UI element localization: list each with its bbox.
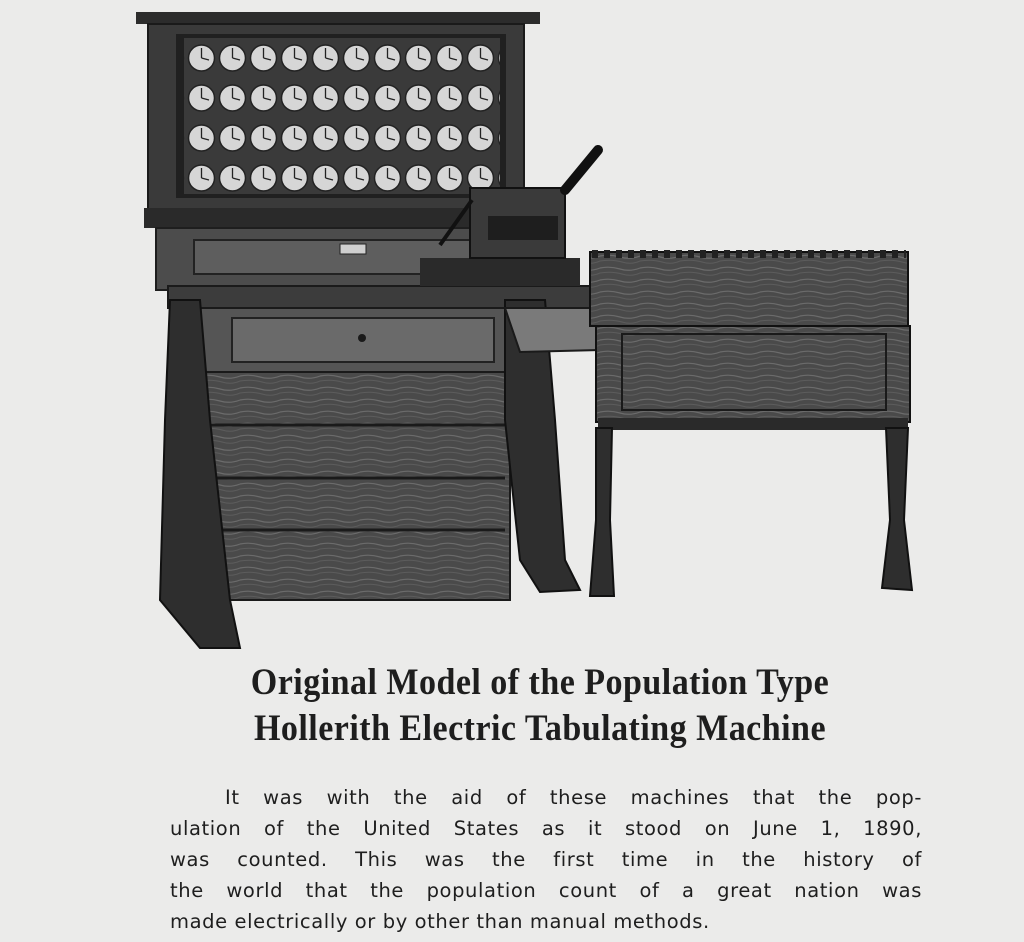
caption-body [170,782,922,937]
desk [160,286,600,648]
caption-body-line: It was with the aid of these machines that the pop- [225,786,922,809]
caption-title-line-1: Original Model of the Population Type [250,662,830,703]
caption-body-line: the world that the population count of a great nation was [170,879,922,902]
caption-title-line-2: Hollerith Electric Tabulating Machine [253,708,827,749]
caption-title [181,660,899,752]
sorting-box [590,252,912,596]
dial-counters-icon [184,38,500,194]
caption-body-line: made electrically or by other than manual methods. [170,910,710,933]
caption-body-line: ulation of the United States as it stood on June 1, 1890, [170,817,922,840]
caption-body-line: was counted. This was the first time in the history of [170,848,922,871]
